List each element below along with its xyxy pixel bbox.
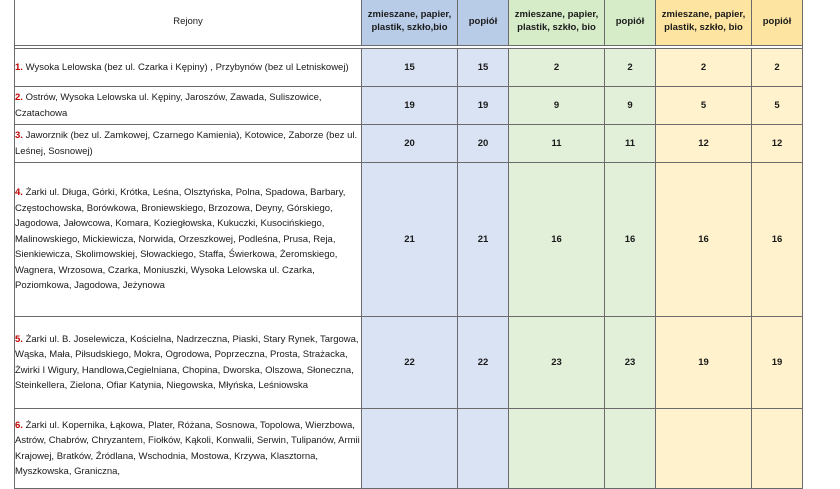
column-header-mixed-2: zmieszane, papier, plastik, szkło, bio — [509, 0, 605, 46]
region-cell — [15, 49, 362, 87]
value-cell: 11 — [509, 125, 605, 163]
value-cell: 16 — [605, 163, 656, 317]
value-cell: 2 — [656, 49, 752, 87]
value-cell — [656, 409, 752, 489]
value-cell: 23 — [605, 317, 656, 409]
region-cell — [15, 163, 362, 317]
value-cell: 9 — [509, 87, 605, 125]
column-header-mixed-1: zmieszane, papier, plastik, szkło,bio — [362, 0, 458, 46]
region-name: Jaworznik (bez ul. Zamkowej, Czarnego Kamienia), Kotowice, Zaborze (bez ul. Leśnej, Sosnowej) — [15, 130, 358, 157]
table-row — [15, 317, 803, 409]
value-cell: 15 — [458, 49, 509, 87]
region-name: Ostrów, Wysoka Lelowska ul. Kępiny, Jaroszów, Zawada, Suliszowice, Czatachowa — [15, 92, 322, 119]
value-cell — [362, 409, 458, 489]
table-row — [15, 163, 803, 317]
region-cell — [15, 317, 362, 409]
region-number: 3. — [15, 130, 23, 141]
value-cell — [752, 409, 803, 489]
region-cell — [15, 125, 362, 163]
value-cell: 16 — [509, 163, 605, 317]
region-number: 2. — [15, 92, 23, 103]
value-cell: 20 — [362, 125, 458, 163]
value-cell: 5 — [656, 87, 752, 125]
region-cell — [15, 409, 362, 489]
column-header-mixed-3: zmieszane, papier, plastik, szkło, bio — [656, 0, 752, 46]
value-cell: 22 — [458, 317, 509, 409]
value-cell: 19 — [656, 317, 752, 409]
region-name: Żarki ul. B. Joselewicza, Kościelna, Nadrzeczna, Piaski, Stary Rynek, Targowa, Wąska, Mała, Piłsudskiego, Mokra, Ogrodowa, Poprzeczna, Prosta, Strażacka, Żwirki I Wigury, Handlowa,Cegielniana, Chopina, Dworska, Olszowa, Słoneczna, Steinkellera, Zielona, Ofiar Katynia, Niegowska, Młyńska, Leśniowska — [15, 333, 359, 391]
table-row — [15, 87, 803, 125]
value-cell: 16 — [752, 163, 803, 317]
column-header-ash-2: popiół — [605, 0, 656, 46]
value-cell — [458, 409, 509, 489]
region-number: 1. — [15, 61, 23, 73]
column-header-ash-1: popiół — [458, 0, 509, 46]
value-cell: 15 — [362, 49, 458, 87]
waste-schedule-table — [14, 0, 803, 489]
value-cell: 2 — [509, 49, 605, 87]
value-cell: 23 — [509, 317, 605, 409]
region-number: 4. — [15, 187, 23, 199]
region-number: 5. — [15, 333, 23, 345]
region-name: Żarki ul. Długa, Górki, Krótka, Leśna, Olsztyńska, Polna, Spadowa, Barbary, Częstochowska, Borówkowa, Broniewskiego, Brzozowa, Deyny, Górskiego, Jagodowa, Jałowcowa, Komara, Koziegłowska, Kukuczki, Kusocińskiego, Malinowskiego, Mickiewicza, Norwida, Orzeszkowej, Podleśna, Prusa, Reja, Sienkiewicza, Skolimowskiej, Słowackiego, Staffa, Świerkowa, Żeromskiego, Wagnera, Wrzosowa, Czarka, Moniuszki, Wysoka Lelowska ul. Czarka, Poziomkowa, Jagodowa, Jeżynowa — [15, 187, 346, 292]
value-cell: 12 — [656, 125, 752, 163]
column-header-ash-3: popiół — [752, 0, 803, 46]
region-name: Wysoka Lelowska (bez ul. Czarka i Kępiny) , Przybynów (bez ul Letniskowej) — [22, 61, 349, 73]
value-cell: 2 — [752, 49, 803, 87]
value-cell: 12 — [752, 125, 803, 163]
region-number: 6. — [15, 419, 23, 431]
value-cell: 16 — [656, 163, 752, 317]
value-cell: 21 — [362, 163, 458, 317]
region-cell — [15, 87, 362, 125]
value-cell: 19 — [752, 317, 803, 409]
value-cell: 22 — [362, 317, 458, 409]
value-cell: 11 — [605, 125, 656, 163]
regions-header: Rejony — [15, 0, 362, 46]
value-cell: 19 — [458, 87, 509, 125]
header-row — [15, 0, 803, 46]
value-cell: 9 — [605, 87, 656, 125]
table-row — [15, 125, 803, 163]
value-cell: 5 — [752, 87, 803, 125]
table-row — [15, 49, 803, 87]
table-row — [15, 409, 803, 489]
value-cell: 20 — [458, 125, 509, 163]
value-cell: 19 — [362, 87, 458, 125]
value-cell — [605, 409, 656, 489]
value-cell — [509, 409, 605, 489]
region-name: Żarki ul. Kopernika, Łąkowa, Plater, Różana, Sosnowa, Topolowa, Wierzbowa, Astrów, Chabrów, Chryzantem, Fiołków, Kąkoli, Konwalii, Serwin, Tulipanów, Armii Krajowej, Bratków, Źródlana, Wschodnia, Mostowa, Krzywa, Klasztorna, Myszkowska, Graniczna, — [15, 419, 360, 477]
value-cell: 21 — [458, 163, 509, 317]
value-cell: 2 — [605, 49, 656, 87]
